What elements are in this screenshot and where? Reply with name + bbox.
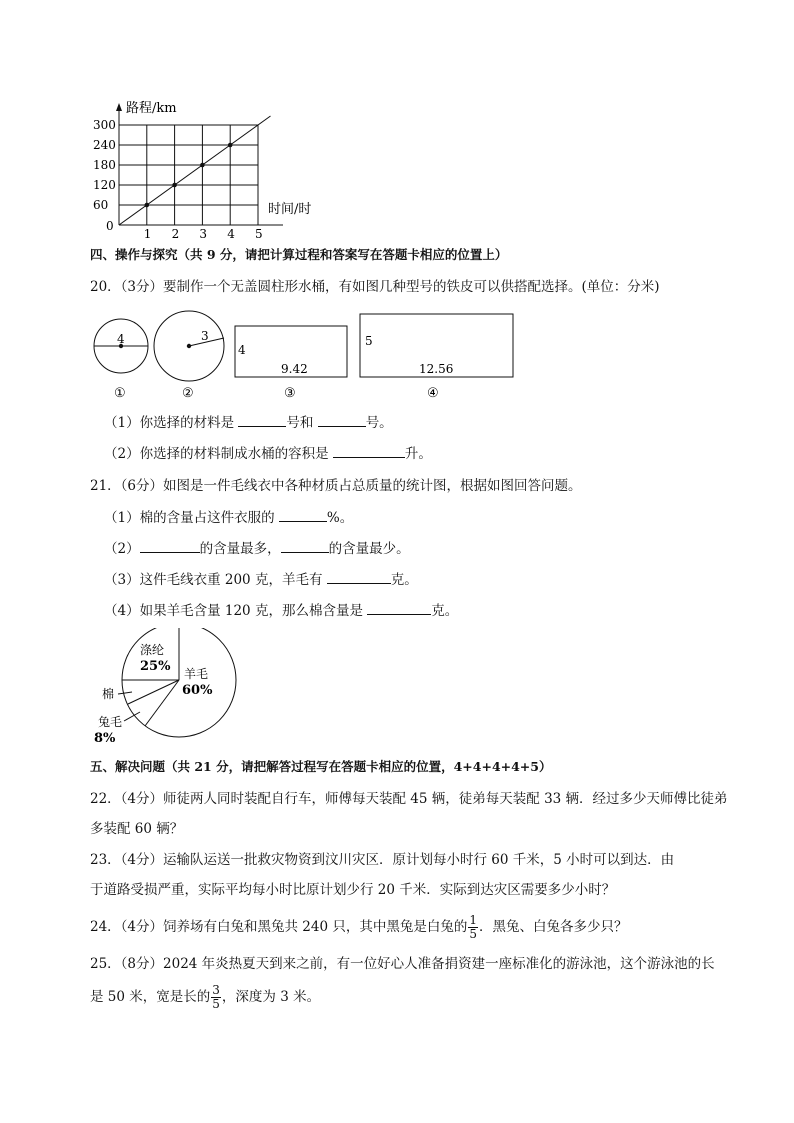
q21-sub2-blank-1[interactable]: [140, 539, 200, 553]
q21-sub3-text-a: （3）这件毛线衣重 200 克，羊毛有: [104, 572, 323, 588]
shape-1-circle: [94, 319, 148, 401]
x-tick-2: 2: [171, 227, 180, 240]
q24: [90, 912, 628, 942]
chart-xlabel: 时间/时: [268, 202, 312, 217]
shape-1-value: 4: [117, 332, 125, 346]
q21-sub4: [104, 601, 458, 620]
material-pie-chart: [88, 628, 238, 748]
q20-sub1-blank-2[interactable]: [318, 413, 366, 427]
q21-sub4-blank[interactable]: [367, 601, 431, 615]
shape-3-bottom: 9.42: [281, 362, 308, 376]
q20-sub2-blank[interactable]: [333, 444, 405, 458]
pie-label-cotton: 棉: [102, 687, 115, 701]
q22-line2: 多装配 60 辆？: [90, 821, 184, 837]
q25-text-b: ，深度为 3 米。: [221, 989, 321, 1005]
q20-sub2-text-a: （2）你选择的材料制成水桶的容积是: [104, 446, 329, 462]
distance-time-chart: [88, 95, 348, 240]
q21-sub2-text-b: 的含量最多，: [199, 541, 281, 557]
shape-3-side: 4: [238, 343, 246, 357]
shape-2-value: 3: [201, 329, 209, 343]
pie-divider-cotton-rabbit: [128, 680, 179, 704]
q20-sub2-text-b: 升。: [404, 446, 432, 462]
series-point-2: [172, 183, 177, 188]
q20-sub1-blank-1[interactable]: [238, 413, 286, 427]
pie-label-polyester: 涤纶: [140, 643, 165, 657]
x-tick-3: 3: [199, 227, 208, 240]
y-tick-60: 60: [93, 198, 109, 212]
shape-1-label: ①: [114, 386, 126, 401]
q20-sub1: [104, 413, 393, 432]
q21-sub3: [104, 570, 418, 589]
q24-frac-num: 1: [469, 913, 478, 927]
y-axis-arrow: [116, 103, 122, 111]
q21-sub4-text-b: 克。: [431, 603, 459, 619]
shape-3-rectangle: [235, 326, 347, 401]
q25-text-a: 是 50 米，宽是长的: [90, 989, 211, 1005]
section5-title: 五、解决问题（共 21 分，请把解答过程写在答题卡相应的位置，4+4+4+4+5）: [90, 759, 552, 774]
q21-sub1: [104, 508, 353, 527]
q20-shapes: [88, 308, 528, 402]
y-tick-120: 120: [93, 178, 116, 192]
pie-pct-wool: 60%: [182, 683, 213, 698]
q24-frac-den: 5: [469, 927, 478, 941]
q21-stem: 21．（6分）如图是一件毛线衣中各种材质占总质量的统计图，根据如图回答问题。: [90, 478, 582, 494]
shape-4-rectangle: [360, 314, 513, 401]
q21-sub2: [104, 539, 410, 558]
q21-sub1-text-a: （1）棉的含量占这件衣服的: [104, 510, 275, 526]
series-point-4: [228, 143, 233, 148]
y-tick-240: 240: [93, 138, 116, 152]
shape-2-label: ②: [182, 386, 194, 401]
q23-line1: 23．（4分）运输队运送一批救灾物资到汶川灾区．原计划每小时行 60 千米，5 小时可以到达．由: [90, 852, 675, 868]
q21-sub2-text-c: 的含量最少。: [328, 541, 410, 557]
chart-series: [119, 116, 271, 225]
q24-text-a: 24．（4分）饲养场有白兔和黑兔共 240 只，其中黑兔是白兔的: [90, 919, 468, 935]
shape-4-label: ④: [427, 386, 439, 401]
pie-divider-rabbit-wool: [145, 680, 179, 726]
q21-sub4-text-a: （4）如果羊毛含量 120 克，那么棉含量是: [104, 603, 363, 619]
q20-sub1-text-c: 号。: [365, 415, 393, 431]
shape-2-circle: [154, 311, 224, 401]
pie-pct-rabbit: 8%: [94, 731, 116, 746]
q21-sub1-text-b: %。: [326, 510, 354, 526]
y-tick-300: 300: [93, 118, 116, 132]
x-tick-4: 4: [227, 227, 235, 240]
x-tick-5: 5: [255, 227, 263, 240]
pie-label-rabbit: 兔毛: [98, 715, 123, 729]
pie-pointer-cotton: [118, 692, 132, 694]
q22-line1: 22．（4分）师徒两人同时装配自行车，师傅每天装配 45 辆，徒弟每天装配 33 辆．经过多少天师傅比徒弟: [90, 791, 728, 807]
pie-pct-polyester: 25%: [140, 659, 171, 674]
q23-line2: 于道路受损严重，实际平均每小时比原计划少行 20 千米．实际到达灾区需要多少小时？: [90, 882, 616, 898]
chart-origin-label: 0: [106, 219, 114, 233]
q21-sub2-blank-2[interactable]: [281, 539, 329, 553]
q20-sub1-text-b: 号和: [286, 415, 314, 431]
series-point-3: [200, 163, 205, 168]
y-tick-180: 180: [93, 158, 116, 172]
x-tick-1: 1: [143, 227, 152, 240]
q21-sub3-text-b: 克。: [390, 572, 418, 588]
q21-sub1-blank[interactable]: [279, 508, 327, 522]
q21-sub2-text-a: （2）: [104, 541, 140, 557]
series-line: [119, 116, 271, 225]
q25-line2: [90, 982, 320, 1012]
shape-4-side: 5: [365, 334, 373, 348]
q21-sub3-blank[interactable]: [327, 570, 391, 584]
q25-fraction: [211, 984, 221, 1011]
q20-stem: 20．（3分）要制作一个无盖圆柱形水桶，有如图几种型号的铁皮可以供搭配选择。(单位：分米): [90, 279, 660, 295]
pie-label-wool: 羊毛: [184, 667, 209, 681]
shape-3-label: ③: [284, 386, 296, 401]
section4-title: 四、操作与探究（共 9 分，请把计算过程和答案写在答题卡相应的位置上）: [90, 247, 508, 262]
q25-frac-den: 5: [212, 997, 220, 1011]
chart-tick-labels: [93, 118, 263, 240]
q25-frac-num: 3: [212, 983, 220, 997]
q20-sub2: [104, 444, 432, 463]
series-point-1: [145, 203, 150, 208]
q25-line1: 25．（8分）2024 年炎热夏天到来之前，有一位好心人准备捐资建一座标准化的游泳池，这个游泳池的长: [90, 956, 715, 972]
q20-sub1-text-a: （1）你选择的材料是: [104, 415, 235, 431]
q24-text-b: ．黑兔、白兔各多少只？: [479, 919, 628, 935]
q24-fraction: [468, 914, 478, 941]
shape-4-bottom: 12.56: [419, 362, 454, 376]
chart-ylabel: 路程/km: [126, 101, 177, 116]
